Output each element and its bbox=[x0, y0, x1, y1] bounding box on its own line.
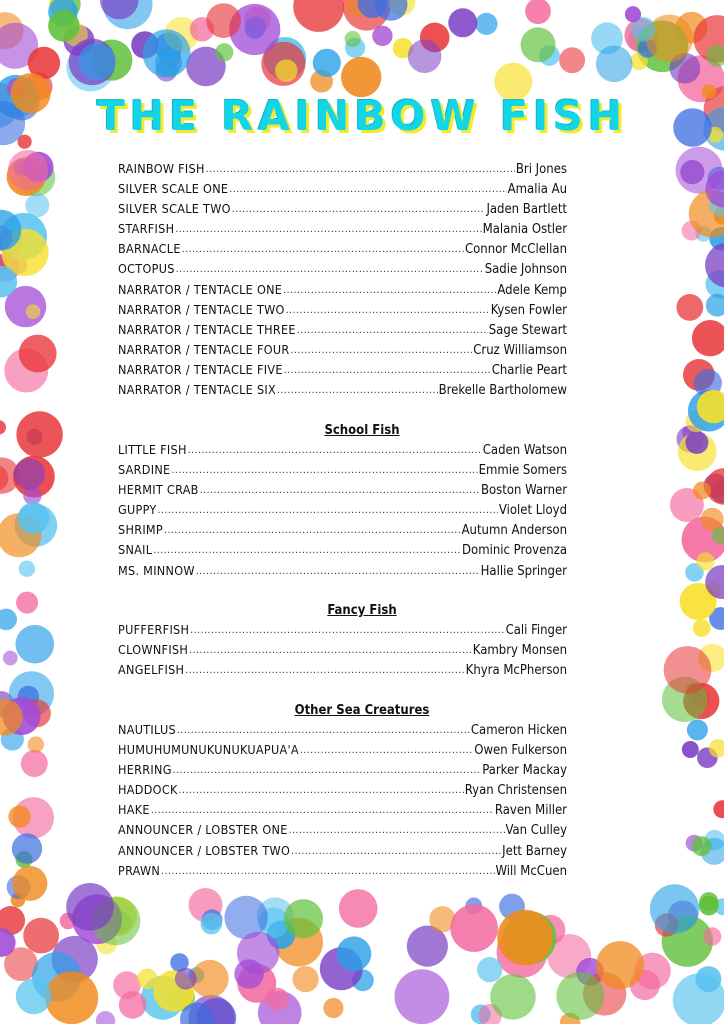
role-name: CLOWNFISH bbox=[118, 642, 189, 658]
cast-row bbox=[118, 563, 567, 583]
dot-leader bbox=[185, 662, 464, 674]
cast-row bbox=[118, 782, 567, 802]
actor-name: Owen Fulkerson bbox=[474, 743, 567, 759]
section-heading-school-fish: School Fish bbox=[324, 423, 400, 438]
dot-leader bbox=[232, 201, 486, 213]
role-name: SILVER SCALE TWO bbox=[118, 201, 231, 217]
actor-name: Jaden Bartlett bbox=[486, 202, 567, 218]
dot-leader bbox=[171, 462, 477, 474]
dot-leader bbox=[177, 722, 470, 734]
role-name: NARRATOR / TENTACLE TWO bbox=[118, 301, 285, 317]
cast-row bbox=[118, 482, 567, 502]
role-name: RAINBOW FISH bbox=[118, 161, 205, 176]
actor-name: Van Culley bbox=[505, 823, 567, 839]
role-name: NAUTILUS bbox=[118, 722, 176, 737]
role-name: HAKE bbox=[118, 802, 150, 818]
cast-row bbox=[118, 502, 567, 522]
actor-name: Cruz Williamson bbox=[473, 342, 567, 358]
dot-leader bbox=[190, 622, 504, 634]
role-name: HERMIT CRAB bbox=[118, 482, 199, 498]
actor-name: Boston Warner bbox=[480, 483, 567, 499]
dot-leader bbox=[175, 221, 481, 233]
cast-row bbox=[118, 241, 567, 261]
actor-name: Bri Jones bbox=[515, 162, 567, 177]
main-cast-list bbox=[118, 161, 567, 402]
dot-leader bbox=[179, 782, 464, 794]
dot-leader bbox=[173, 762, 481, 774]
role-name: NARRATOR / TENTACLE ONE bbox=[118, 281, 283, 297]
actor-name: Hallie Springer bbox=[480, 563, 567, 579]
dot-leader bbox=[284, 362, 491, 374]
actor-name: Cali Finger bbox=[505, 623, 567, 638]
cast-row bbox=[118, 742, 567, 762]
cast-row bbox=[118, 522, 567, 542]
actor-name: Amalia Au bbox=[507, 182, 567, 198]
role-name: HUMUHUMUNUKUNUKUAPUA'A bbox=[118, 742, 299, 758]
role-name: SNAIL bbox=[118, 542, 153, 558]
role-name: ANNOUNCER / LOBSTER ONE bbox=[118, 822, 288, 838]
cast-row bbox=[118, 542, 567, 562]
cast-row bbox=[118, 362, 567, 382]
dot-leader bbox=[196, 563, 480, 575]
actor-name: Charlie Peart bbox=[491, 362, 567, 378]
actor-name: Malania Ostler bbox=[482, 222, 567, 238]
school-fish-list bbox=[118, 442, 567, 583]
dot-leader bbox=[206, 161, 515, 173]
role-name: BARNACLE bbox=[118, 241, 181, 257]
role-name: NARRATOR / TENTACLE FIVE bbox=[118, 361, 283, 377]
role-name: GUPPY bbox=[118, 502, 157, 518]
cast-row bbox=[118, 302, 567, 322]
actor-name: Jett Barney bbox=[502, 843, 567, 859]
dot-leader bbox=[182, 241, 464, 253]
dot-leader bbox=[283, 282, 496, 294]
role-name: LITTLE FISH bbox=[118, 442, 187, 457]
role-name: SILVER SCALE ONE bbox=[118, 181, 229, 197]
dot-leader bbox=[297, 322, 488, 334]
cast-row bbox=[118, 201, 567, 221]
actor-name: Violet Lloyd bbox=[498, 503, 567, 519]
dot-leader bbox=[151, 802, 494, 814]
role-name: PRAWN bbox=[118, 862, 161, 878]
dot-leader bbox=[176, 261, 484, 273]
actor-name: Khyra McPherson bbox=[465, 663, 567, 679]
dot-leader bbox=[200, 482, 480, 494]
actor-name: Autumn Anderson bbox=[461, 523, 567, 539]
actor-name: Brekelle Bartholomew bbox=[438, 383, 567, 399]
role-name: NARRATOR / TENTACLE SIX bbox=[118, 382, 276, 398]
cast-row bbox=[118, 342, 567, 362]
cast-row bbox=[118, 382, 567, 402]
dot-leader bbox=[289, 822, 505, 834]
dot-leader bbox=[164, 522, 461, 534]
role-name: ANGELFISH bbox=[118, 662, 185, 678]
cast-row bbox=[118, 662, 567, 682]
role-name: HADDOCK bbox=[118, 782, 178, 798]
cast-row bbox=[118, 802, 567, 822]
actor-name: Ryan Christensen bbox=[464, 783, 567, 799]
dot-leader bbox=[153, 542, 461, 554]
other-sea-creatures-list bbox=[118, 722, 567, 883]
cast-row bbox=[118, 261, 567, 281]
dot-leader bbox=[291, 342, 473, 354]
actor-name: Will McCuen bbox=[495, 863, 567, 879]
role-name: MS. MINNOW bbox=[118, 562, 195, 578]
actor-name: Sage Stewart bbox=[488, 322, 567, 338]
cast-row bbox=[118, 442, 567, 462]
cast-row bbox=[118, 822, 567, 842]
actor-name: Adele Kemp bbox=[497, 282, 567, 298]
dot-leader bbox=[158, 502, 498, 514]
actor-name: Parker Mackay bbox=[482, 763, 567, 779]
section-heading-fancy-fish: Fancy Fish bbox=[327, 603, 397, 618]
role-name: PUFFERFISH bbox=[118, 622, 190, 637]
cast-row bbox=[118, 843, 567, 863]
actor-name: Caden Watson bbox=[482, 443, 567, 458]
role-name: OCTOPUS bbox=[118, 261, 175, 277]
dot-leader bbox=[286, 302, 490, 314]
role-name: NARRATOR / TENTACLE THREE bbox=[118, 321, 296, 337]
actor-name: Kysen Fowler bbox=[490, 302, 567, 318]
cast-row bbox=[118, 282, 567, 302]
dot-leader bbox=[277, 382, 438, 394]
actor-name: Connor McClellan bbox=[464, 242, 567, 258]
cast-row bbox=[118, 221, 567, 241]
section-heading-other-sea-creatures: Other Sea Creatures bbox=[294, 703, 430, 718]
cast-row bbox=[118, 722, 567, 742]
actor-name: Cameron Hicken bbox=[470, 723, 567, 738]
cast-row bbox=[118, 322, 567, 342]
fancy-fish-list bbox=[118, 622, 567, 682]
actor-name: Raven Miller bbox=[494, 803, 567, 819]
actor-name: Emmie Somers bbox=[478, 463, 567, 479]
cast-row bbox=[118, 462, 567, 482]
cast-row bbox=[118, 181, 567, 201]
actor-name: Dominic Provenza bbox=[462, 543, 567, 559]
cast-row bbox=[118, 622, 567, 642]
role-name: STARFISH bbox=[118, 221, 175, 237]
cast-row bbox=[118, 762, 567, 782]
dot-leader bbox=[300, 742, 473, 754]
role-name: SARDINE bbox=[118, 462, 171, 478]
actor-name: Sadie Johnson bbox=[484, 262, 567, 278]
dot-leader bbox=[189, 642, 472, 654]
dot-leader bbox=[161, 863, 494, 875]
role-name: ANNOUNCER / LOBSTER TWO bbox=[118, 842, 291, 858]
role-name: HERRING bbox=[118, 762, 172, 778]
role-name: NARRATOR / TENTACLE FOUR bbox=[118, 341, 290, 357]
dot-leader bbox=[291, 843, 501, 855]
dot-leader bbox=[188, 442, 482, 454]
cast-row bbox=[118, 161, 567, 181]
cast-row bbox=[118, 642, 567, 662]
role-name: SHRIMP bbox=[118, 522, 164, 538]
actor-name: Kambry Monsen bbox=[472, 643, 567, 659]
dot-leader bbox=[229, 181, 506, 193]
page-title: THE RAINBOW FISH bbox=[96, 92, 628, 140]
cast-row bbox=[118, 863, 567, 883]
